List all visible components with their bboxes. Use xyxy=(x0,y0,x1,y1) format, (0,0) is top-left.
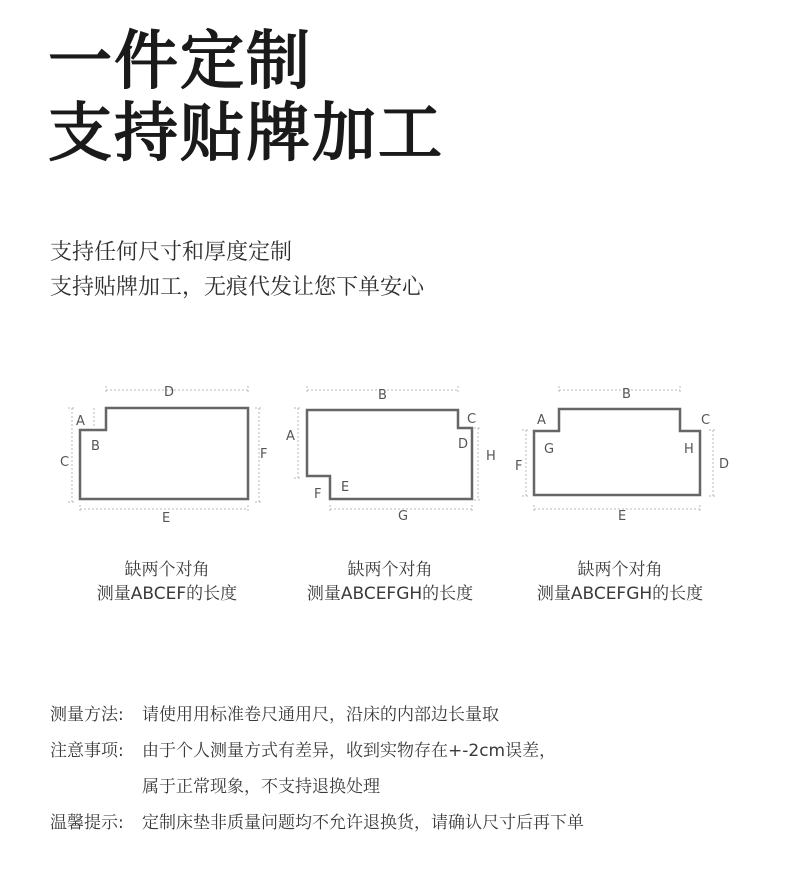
diagram-3-svg xyxy=(510,378,740,528)
diagram-3-caption xyxy=(505,558,735,606)
note-label: 温馨提示: xyxy=(50,812,124,833)
mattress-outline-3 xyxy=(534,409,700,495)
label-C: C xyxy=(467,412,477,427)
intro-line-2: 支持贴牌加工，无痕代发让您下单安心 xyxy=(50,275,425,300)
label-H: H xyxy=(684,442,694,457)
label-B: B xyxy=(622,387,631,402)
label-E: E xyxy=(162,511,171,526)
mattress-outline-1 xyxy=(80,408,248,499)
diagram-2-caption xyxy=(275,558,505,606)
note-attention-continued xyxy=(50,766,584,802)
label-G: G xyxy=(398,509,409,524)
headline-line-1: 一件定制 xyxy=(48,24,312,99)
note-label: 测量方法: xyxy=(50,704,124,725)
label-D: D xyxy=(164,385,175,400)
note-measure-method xyxy=(50,694,584,730)
note-text: 属于正常现象，不支持退换处理 xyxy=(142,776,380,797)
label-G: G xyxy=(544,442,555,457)
label-B: B xyxy=(378,388,387,403)
label-F: F xyxy=(260,447,268,462)
intro-line-1: 支持任何尺寸和厚度定制 xyxy=(50,240,293,265)
label-C: C xyxy=(701,413,711,428)
label-D: D xyxy=(458,437,469,452)
caption-line-2: 测量ABCEF的长度 xyxy=(96,584,238,604)
label-E: E xyxy=(341,480,350,495)
label-F: F xyxy=(515,459,523,474)
label-F: F xyxy=(314,487,322,502)
note-attention xyxy=(50,730,584,766)
mattress-outline-2 xyxy=(307,410,472,499)
label-C: C xyxy=(60,455,70,470)
label-H: H xyxy=(486,449,496,464)
label-A: A xyxy=(537,413,546,428)
diagram-notch-opposite-corners xyxy=(282,378,512,528)
caption-line-2: 测量ABCEFGH的长度 xyxy=(536,584,704,604)
note-text: 定制床垫非质量问题均不允许退换货，请确认尺寸后再下单 xyxy=(142,812,584,833)
caption-line-2: 测量ABCEFGH的长度 xyxy=(306,584,474,604)
label-A: A xyxy=(76,414,85,429)
label-B: B xyxy=(91,439,100,454)
caption-line-1: 缺两个对角 xyxy=(577,560,663,580)
label-E: E xyxy=(618,509,627,524)
note-label: 注意事项: xyxy=(50,740,124,761)
notes-section xyxy=(50,694,584,838)
note-warm-tip xyxy=(50,802,584,838)
label-D: D xyxy=(719,457,730,472)
diagram-notch-top-corners xyxy=(510,378,740,528)
caption-line-1: 缺两个对角 xyxy=(124,560,210,580)
label-A: A xyxy=(286,429,295,444)
diagram-notch-top-left xyxy=(50,378,280,528)
caption-line-1: 缺两个对角 xyxy=(347,560,433,580)
note-text: 请使用用标准卷尺通用尺，沿床的内部边长量取 xyxy=(142,704,499,725)
diagram-2-svg xyxy=(282,378,512,528)
diagram-1-caption xyxy=(52,558,282,606)
headline-line-2: 支持贴牌加工 xyxy=(48,96,444,171)
note-text: 由于个人测量方式有差异，收到实物存在+-2cm误差， xyxy=(142,740,557,761)
diagram-1-svg xyxy=(50,378,280,528)
